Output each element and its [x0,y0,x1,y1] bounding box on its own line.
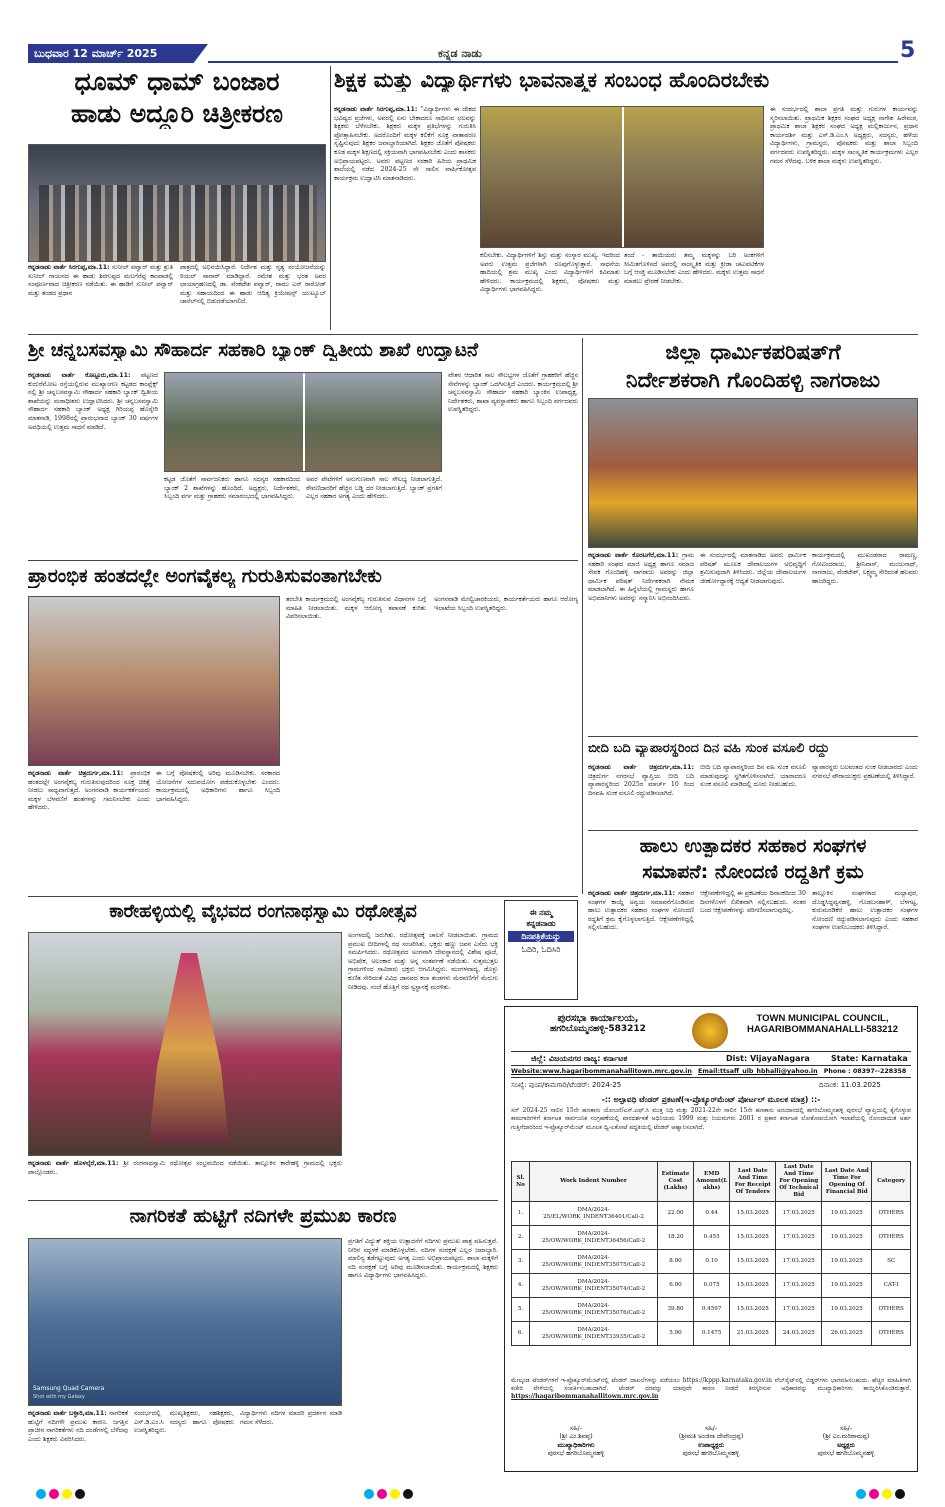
yellow-dot-icon [62,1489,72,1499]
bidi-col3: ವ್ಯಾಪಾರಸ್ಥರು ಬಲವಂತದ ಸುಂಕ ನೀಡಬಾರದು ಎಂದು ನಗರಸಭೆ ಪೌರಾಯುಕ್ತರು ಪ್ರಕಟಣೆಯಲ್ಲಿ ತಿಳಿಸಿದ್ದಾರೆ. [812,764,918,780]
tender-footer [511,1377,911,1423]
photo-watermark-1: Samsung Quad Camera [33,1385,105,1392]
cell-technical: 17.03.2025 [776,1226,822,1250]
header-receipt: Last Date And Time For Receipt Of Tenders [730,1162,776,1202]
cell-indent: DMA/2024-25/OW/WORK_INDENT33935/Call-2 [530,1322,658,1346]
tender-office-en: TOWN MUNICIPAL COUNCIL, [756,1013,889,1024]
milk-article [588,834,918,970]
tender-ref-row [511,1081,911,1090]
black-dot-icon [75,1489,85,1499]
cell-technical: 17.03.2025 [776,1298,822,1322]
tender-footer-text: ಮೇಲ್ಕಂಡ ಟೆಂಡರ್‌ಗಳಿಗೆ ಇ-ಪ್ರೊಕ್ಯೂರ್‌ಮೆಂಟ್‌ನಲ್ಲಿ ಟೆಂಡರ್ ದಾಖಲೆಗಳನ್ನು ಪಡೆಯಲು https://kppp.karnataka.gov.in ವೆಬ್‌ಸೈಟ್‌ನಲ್ಲಿ ಬಿಡ್ಡರ್‌ಗಳು ಭಾಗವಹಿಸಬಹುದು. ಹೆಚ್ಚಿನ ಮಾಹಿತಿಗಾಗಿ ಕಚೇರಿ ವೇಳೆಯಲ್ಲಿ ಸಂಪರ್ಕಿಸಬಹುದಾಗಿದೆ. ಟೆಂಡರ್ ದರವನ್ನು ಯಾವುದೇ ಕಾರಣ ನೀಡದೆ ತಿರಸ್ಕರಿಸುವ ಅಧಿಕಾರವನ್ನು ಮುಖ್ಯಾಧಿಕಾರಿಗಳು ಕಾಯ್ದಿರಿಸಿಕೊಂಡಿರುತ್ತಾರೆ. [511,1377,911,1392]
dharmika-col1-body: ಗ್ರಾಮ ಸಹಕಾರಿ ಸಂಘದ ಮಾಜಿ ಅಧ್ಯಕ್ಷ ಹಾಗೂ ಸಮಾಜ ಸೇವಕ ಗೊಂದಿಹಳ್ಳಿ ನಾಗರಾಜು ಅವರನ್ನು ಜಿಲ್ಲಾ ಧಾರ್ಮಿಕ ಪರಿಷತ್ ನಿರ್ದೇಶಕರಾಗಿ ನೇಮಕ ಮಾಡಲಾಗಿದೆ. ಈ ಹಿನ್ನೆಲೆಯಲ್ಲಿ ಗ್ರಾಮಸ್ಥರು ಹಾಗೂ ಅಭಿಮಾನಿಗಳು ಅವರನ್ನು ಸನ್ಮಾನಿಸಿ ಅಭಿನಂದಿಸಿದರು. [588,552,694,602]
table-row [512,1202,911,1226]
sig2-org: ಪುರಸಭೆ ಹಗರಿಬೊಮ್ಮನಹಳ್ಳಿ [682,1450,740,1458]
tender-office-kn: ಪುರಸಭಾ ಕಾರ್ಯಾಲಯ, [557,1013,639,1024]
header-sl: Sl. No [512,1162,530,1202]
nagarikate-col2-body: ನಾಗರಿಕತೆ ಹುಟ್ಟಿಗೆ ನದಿಗಳೇ ಪ್ರಮುಖ ಕಾರಣ. ಜಗತ್ತಿನ ಪ್ರಾಚೀನ ನಾಗರಿಕತೆಗಳು ನದಿ ದಂಡೆಗಳಲ್ಲಿ ಬೆಳೆದವು ಎಂದು ಶಿಕ್ಷಕರು ವಿವರಿಸಿದರು. [28,1410,128,1443]
promo-line-1: ಈ ನಮ್ಮ [529,908,553,917]
cell-emd: 0.44 [694,1202,730,1226]
tender-website[interactable]: Website:www.hagaribommanahallitown.mrc.gov.in [511,1068,692,1075]
milk-dateline: ಕನ್ನಡನಾಡು ವಾರ್ತೆ ಚಿತ್ರದುರ್ಗ,ಮಾ.11: [588,890,676,897]
photo-figures [39,185,317,261]
cell-sl: 6. [512,1322,530,1346]
section-rule [28,1200,498,1201]
bidi-headline: ಬೀದಿ ಬದಿ ವ್ಯಾಪಾರಸ್ಥರಿಂದ ದಿನ ವಹಿ ಸುಂಕ ವಸೂಲಿ ರದ್ದು [588,742,830,756]
anganwadi-photo [28,596,280,766]
cell-indent: DMA/2024-25/OW/WORK_INDENT36456/Call-2 [530,1226,658,1250]
registration-marks-center [364,1484,416,1503]
magenta-dot-icon [49,1489,59,1499]
cell-category: OTHERS [872,1298,911,1322]
table-row [512,1274,911,1298]
nagarikate-col2 [28,1410,128,1472]
anganwadi-col1 [28,770,150,892]
promo-box [504,900,578,1000]
anganwadi-col2: ಈ ಬಗ್ಗೆ ಪೋಷಕರಲ್ಲಿ ಅರಿವು ಮೂಡಿಸಬೇಕು. ಸರಕಾರದ ಯೋಜನೆಗಳ ಸದುಪಯೋಗ ಪಡೆದುಕೊಳ್ಳಬೇಕು ಎಂದರು. ಕಾರ್ಯಕ್ರಮದಲ್ಲಿ ಅಧಿಕಾರಿಗಳು ಹಾಗೂ ಸಿಬ್ಬಂದಿ ಭಾಗವಹಿಸಿದ್ದರು. [156,770,280,803]
sig3-role: ಅಧ್ಯಕ್ಷರು [837,1441,855,1449]
tender-date: ದಿನಾಂಕ: 11.03.2025 [819,1081,881,1089]
header-cost: Estimate Cost (Lakhs) [658,1162,694,1202]
header-technical: Last Date And Time For Opening Of Technical Bid [776,1162,822,1202]
cell-technical: 17.03.2025 [776,1202,822,1226]
registration-marks-left [36,1484,88,1503]
section-rule [588,736,918,737]
bidi-article [588,740,918,828]
rathotsava-col1: ಅಂಗಳದಲ್ಲಿ ಜರುಗಿತು. ರಥೋತ್ಸವಕ್ಕೆ ಚಾಲನೆ ನೀಡಲಾಯಿತು. ಗ್ರಾಮದ ಪ್ರಮುಖ ಬೀದಿಗಳಲ್ಲಿ ರಥ ಸಂಚರಿಸಿತು. ಭಕ್ತರು ಹಣ್ಣು ಜವನ ಎಸೆದು ಭಕ್ತಿ ಸಮರ್ಪಿಸಿದರು. ರಥೋತ್ಸವದ ಅಂಗವಾಗಿ ದೇವಸ್ಥಾನದಲ್ಲಿ ವಿಶೇಷ ಪೂಜೆ, ಅಭಿಷೇಕ, ಅಲಂಕಾರ ಮತ್ತು ಅನ್ನ ಸಂತರ್ಪಣೆ ನಡೆಯಿತು. ಸುತ್ತಮುತ್ತಲ ಗ್ರಾಮಗಳಿಂದ ಸಾವಿರಾರು ಭಕ್ತರು ಆಗಮಿಸಿದ್ದರು. ಮಂಗಳವಾದ್ಯ, ಡೊಳ್ಳು ಕುಣಿತ ಸೇರಿದಂತೆ ವಿವಿಧ ಜಾನಪದ ಕಲಾ ತಂಡಗಳು ಮೆರವಣಿಗೆಗೆ ಮೆರುಗು ನೀಡಿದವು. ಸಂಜೆ ಹೊತ್ತಿಗೆ ರಥ ಸ್ವಸ್ಥಾನಕ್ಕೆ ಮರಳಿತು. [348,932,498,991]
nagarikate-col3: ಸಂದರ್ಭದಲ್ಲಿ ಮುಖ್ಯಶಿಕ್ಷಕರು, ಸಹಶಿಕ್ಷಕರು, ಎಸ್.ಡಿ.ಎಂ.ಸಿ ಸದಸ್ಯರು ಹಾಗೂ ಪೋಷಕರು ಉಪಸ್ಥಿತರಿದ್ದರು. [134,1410,234,1435]
sig3-name: (ಶ್ರೀ ಎಂ.ಮರಿರಾಮಪ್ಪ) [822,1433,870,1441]
tender-table [511,1161,911,1346]
cell-category: OTHERS [872,1322,911,1346]
bank-inauguration-photo [164,372,442,472]
cell-sl: 1. [512,1202,530,1226]
signature-vice-president [646,1425,776,1459]
bank-col2: ಕಟ್ಟಡ ಜೊತೆಗೆ ಸಾರ್ವಜನಿಕರು ಹಾಗೂ ಸದಸ್ಯರ ಸಹಕಾರದಿಂದ ಬ್ಯಾಂಕ್ 2 ಶಾಖೆಗಳನ್ನು ಹೊಂದಿದೆ. ಅಧ್ಯಕ್ಷರು, ನಿರ್ದೇಶಕರು, ಸಿಬ್ಬಂದಿ ವರ್ಗ ಮತ್ತು ಗ್ರಾಹಕರು ಸಮಾರಂಭದಲ್ಲಿ ಭಾಗವಹಿಸಿದ್ದರು. [164,476,300,501]
dharmika-col1 [588,552,694,732]
teacher-col4: ಈ ಸಂದರ್ಭದಲ್ಲಿ ಶಾಲಾ ಪ್ರಗತಿ ಮತ್ತು ಗುರುಗಳ ಕಾರ್ಯವನ್ನು ಸ್ಮರಿಸಲಾಯಿತು. ಪ್ರಾಥಮಿಕ ಶಿಕ್ಷಕರ ಸಂಘದ ಅಧ್ಯಕ್ಷ ನಾಗೇಶ ಹಿರೇಮಠ, ಪ್ರಾಥಮಿಕ ಶಾಲಾ ಶಿಕ್ಷಕರ ಸಂಘದ ಅಧ್ಯಕ್ಷ ಮಲ್ಲಿಕಾರ್ಜುನ, ಪ್ರಧಾನ ಕಾರ್ಯದರ್ಶಿ ಮತ್ತು ಎಸ್.ಡಿ.ಎಂ.ಸಿ ಅಧ್ಯಕ್ಷರು, ಸದಸ್ಯರು, ಹಳೆಯ ವಿದ್ಯಾರ್ಥಿಗಳು, ಗ್ರಾಮಸ್ಥರು, ಪೋಷಕರು ಮತ್ತು ಶಾಲಾ ಸಿಬ್ಬಂದಿ ವರ್ಗದವರು ಉಪಸ್ಥಿತರಿದ್ದರು. ಮಕ್ಕಳ ಸಾಂಸ್ಕೃತಿಕ ಕಾರ್ಯಕ್ರಮಗಳು ಎಲ್ಲರ ಗಮನ ಸೆಳೆದವು. ಬಳಿಕ ಶಾಲಾ ಮಕ್ಕಳು ಉಪಸ್ಥಿತರಿದ್ದರು. [770,106,918,165]
bank-headline: ಶ್ರೀ ಚನ್ನಬಸವಸ್ವಾಮಿ ಸೌಹಾರ್ದ ಸಹಕಾರಿ ಬ್ಯಾಂಕ್ ದ್ವಿತೀಯ ಶಾಖೆ ಉದ್ಘಾಟನೆ [28,340,478,361]
bank-article [28,338,578,558]
cyan-dot-icon [856,1489,866,1499]
cell-cost: 8.00 [658,1250,694,1274]
cell-emd: 0.4597 [694,1298,730,1322]
rathotsava-chariot-photo [28,932,342,1156]
sig1-role: ಮುಖ್ಯಾಧಿಕಾರಿಗಳು [557,1441,595,1449]
tender-table-header [512,1162,911,1202]
tender-district-en: Dist: VijayaNagara [726,1054,810,1063]
signature-president [781,1425,911,1459]
milk-headline-1: ಹಾಲು ಉತ್ಪಾದಕರ ಸಹಕಾರ ಸಂಘಗಳ [639,836,867,857]
dharmika-col3: ಕಾರ್ಯಕ್ರಮದಲ್ಲಿ ಮುಖಂಡರಾದ ರಾಮಣ್ಣ, ಗೋವಿಂದರಾಜು, ಶ್ರೀನಿವಾಸ್, ಮಂಜುನಾಥ್, ನಾಗರಾಜು, ವೆಂಕಟೇಶ್, ಲಕ್ಷ್ಮಮ್ಮ ಸೇರಿದಂತೆ ಹಲವರು ಹಾಜರಿದ್ದರು. [812,552,918,585]
cell-cost: 18.20 [658,1226,694,1250]
paper-name: ಕನ್ನಡ ನಾಡು [438,47,482,60]
nagarikate-headline: ನಾಗರಿಕತೆ ಹುಟ್ಟಿಗೆ ನದಿಗಳೇ ಪ್ರಮುಖ ಕಾರಣ [129,1206,397,1227]
cell-technical: 24.03.2025 [776,1322,822,1346]
section-rule [28,560,578,561]
banjara-col-left [28,264,173,328]
bank-col4: ವೇತನ ಆಧಾರಿತ ಸಾಲ ಸೌಲಭ್ಯಗಳ ಜೊತೆಗೆ ಗ್ರಾಹಕರಿಗೆ ಹೆಚ್ಚಿನ ಸೇವೆಗಳನ್ನು ಬ್ಯಾಂಕ್ ಒದಗಿಸುತ್ತಿದೆ ಎಂದರು. ಕಾರ್ಯಕ್ರಮದಲ್ಲಿ ಶ್ರೀ ಚನ್ನಬಸವಸ್ವಾಮಿ ಸೌಹಾರ್ದ ಸಹಕಾರಿ ಬ್ಯಾಂಕಿನ ಉಪಾಧ್ಯಕ್ಷ, ನಿರ್ದೇಶಕರು, ಶಾಖಾ ವ್ಯವಸ್ಥಾಪಕರು ಹಾಗೂ ಸಿಬ್ಬಂದಿ ವರ್ಗದವರು ಉಪಸ್ಥಿತರಿದ್ದರು. [448,372,578,414]
nagarikate-col4: ವಿದ್ಯಾರ್ಥಿಗಳು ನದಿಗಳ ಮಾದರಿ ಪ್ರದರ್ಶನ ಮಾಡಿ ಗಮನ ಸೆಳೆದರು. [240,1410,342,1426]
cell-indent: DMA/2024-25/OW/WORK_INDENT35074/Call-2 [530,1274,658,1298]
nagarikate-students-photo [28,1238,342,1406]
dharmika-headline-2: ನಿರ್ದೇಶಕರಾಗಿ ಗೊಂದಿಹಳ್ಳಿ ನಾಗರಾಜು [625,368,881,392]
anganwadi-headline: ಪ್ರಾರಂಭಿಕ ಹಂತದಲ್ಲೇ ಅಂಗವೈಕಲ್ಯ ಗುರುತಿಸುವಂತಾಗಬೇಕು [28,566,382,587]
bidi-dateline: ಕನ್ನಡನಾಡು ವಾರ್ತೆ ಚಿತ್ರದುರ್ಗ,ಮಾ.11: [588,764,694,771]
cell-sl: 4. [512,1274,530,1298]
table-row [512,1250,911,1274]
banjara-body-left: ಸುನೀಲ್ ಪವ್ವಾರ್ ಮತ್ತು ಶ್ರುತಿ ಸುನೀಲ್ ಗಾಯನದ ಈ ಹಾಡು ಶಿರಗುಪ್ಪದ ಮಲಗೆರೆಪ್ಪ ಕಾಂಪಾಡಲ್ಲಿ ಸಂಪೂರ್ಣವಾದ ಚಿತ್ರೀಕರಣ ನಡೆಯಿತು. ಈ ಹಾಡಿಗೆ ಸುನೀಲ್ ಪವ್ವಾರ್ ಮತ್ತು ತಂಡದ ಪ್ರಧಾನ [28,264,173,297]
banjara-col-right: ಪಾತ್ರದಲ್ಲಿ ಅಭಿನಯಿಸಿದ್ದಾರೆ. ನಿರ್ದೇಶ ಮತ್ತು ನೃತ್ಯ ಸಂಯೋಜನೆಯನ್ನು ರಿಯಲ್ ಸಾವಾರ್ ಮಾಡಿದ್ದಾರೆ. ರಮೇಶ ಮತ್ತು ಭರತ ಅವರ ಛಾಯಾಗ್ರಹಣದಲ್ಲಿ ಡಾ. ವೆಂಕಟೇಶ ಪವ್ವಾರ್, ರಾಮು ಎನ್ ರಾಠೋಡ್ ಮತ್ತು ಸಹಾಯದಿಂದ ಈ ಹಾಡು ಆದಿತ್ಯ ಕ್ರಿಯೇಷನ್ಸ್ ಯುಟ್ಯೂಬ್ ಚಾನೆಲ್‌ನಲ್ಲಿ ಬಿಡುಗಡೆಯಾಗಲಿದೆ. [180,264,326,306]
cell-cost: 6.00 [658,1274,694,1298]
tender-office-kn-2: ಹಗರಿಬೊಮ್ಮನಹಳ್ಳಿ-583212 [550,1024,646,1034]
cell-emd: 0.075 [694,1274,730,1298]
black-dot-icon [403,1489,413,1499]
chariot-shape [149,953,229,1143]
banjara-dateline: ಕನ್ನಡನಾಡು ವಾರ್ತೆ ಸಿರಗುಪ್ಪ,ಮಾ.11: [28,264,110,271]
cell-emd: 0.10 [694,1250,730,1274]
tender-email[interactable]: Email:ttsaff_ulb_hbhalli@yahoo.in [698,1068,818,1075]
dharmika-felicitation-photo [588,398,918,548]
masthead-rule [208,61,898,63]
table-row [512,1298,911,1322]
header-indent: Work Indent Number [530,1162,658,1202]
cell-indent: DMA/2024-25/OW/WORK_INDENT35076/Call-2 [530,1298,658,1322]
milk-col1-body: ಸಹಕಾರ ಸಂಘಗಳ ಕಾಯ್ದೆ ಅನ್ವಯ ಸಮಾಪನೆಗೊಂಡಿರುವ ಹಾಲು ಉತ್ಪಾದಕರ ಸಹಕಾರ ಸಂಘಗಳ ನೋಂದಣಿ ರದ್ದತಿಗೆ ಕ್ರಮ ಕೈಗೊಳ್ಳಲಾಗುತ್ತಿದೆ. ಆಕ್ಷೇಪಣೆಗಳಿದ್ದಲ್ಲಿ ಸಲ್ಲಿಸಬಹುದು. [588,890,694,932]
cell-receipt: 21.03.2025 [730,1322,776,1346]
sig2-role: ಉಪಾಧ್ಯಕ್ಷರು [698,1441,724,1449]
tender-intro: ಸನ್ 2024-25 ಸಾಲಿನ 15ನೇ ಹಣಕಾಸು ಯೋಜನೆ/ಎಸ್.ಎಫ್.ಸಿ ಮುಕ್ತ ನಿಧಿ ಮತ್ತು 2021-22ನೇ ಸಾಲಿನ 15ನೇ ಹಣಕಾಸು ಅನುದಾನದಲ್ಲಿ ಹಗರಿಬೊಮ್ಮನಹಳ್ಳಿ ಪುರಸಭೆ ವ್ಯಾಪ್ತಿಯಲ್ಲಿ ಕೈಗೊಳ್ಳುವ ಕಾಮಗಾರಿಗಳಿಗೆ ಕರ್ನಾಟಕ ಸಾರ್ವಜನಿಕ ಸಂಗ್ರಹಣೆಯಲ್ಲಿ ಪಾರದರ್ಶಕತೆ ಅಧಿನಿಯಮ 1999 ಮತ್ತು ನಿಯಮಗಳು 2001 ರ ಪ್ರಕಾರ ಕರ್ನಾಟಕ ಲೋಕೋಪಯೋಗಿ ಇಲಾಖೆಯಲ್ಲಿ ನೋಂದಾಯಿತ ಅರ್ಹ ಗುತ್ತಿಗೆದಾರರಿಂದ ಇ-ಪ್ರೊಕ್ಯೂರ್‌ಮೆಂಟ್ ಮೂಲಕ ದ್ವಿ-ಲಕೋಟೆ ಪದ್ಧತಿಯಲ್ಲಿ ಟೆಂಡರ್ ಆಹ್ವಾನಿಸಲಾಗಿದೆ. [511,1107,911,1131]
cell-emd: 0.455 [694,1226,730,1250]
sig3-title: ಸಹಿ/- [839,1425,853,1432]
cell-cost: 22.00 [658,1202,694,1226]
tender-notice [504,1006,918,1472]
section-rule [28,896,578,897]
tender-emblem [692,1013,728,1049]
teacher-dateline: ಕನ್ನಡನಾಡು ವಾರ್ತೆ ಸಿರಗುಪ್ಪ,ಮಾ.11: [334,106,418,113]
banjara-article [28,66,326,330]
teacher-col1 [334,106,476,328]
rathotsava-caption-body: ಶ್ರೀ ರಂಗನಾಥಸ್ವಾಮಿ ರಥೋತ್ಸವ ಸಂಭ್ರಮದಿಂದ ನಡೆಯಿತು. ತಾಲ್ಲೂಕಿನ ಕಾರೇಹಳ್ಳಿ ಗ್ರಾಮದಲ್ಲಿ ಭಕ್ತರು ಪಾಲ್ಗೊಂಡರು. [28,1160,342,1176]
sig2-title: ಸಹಿ/- [704,1425,718,1432]
bank-col1-body: ಪಟ್ಟಣದ ಕುದುರೆಮೋಟ ರಸ್ತೆಯಲ್ಲಿರುವ ಮುಖ್ಯಾಂಗಣ ಕಟ್ಟಡದ ಕಾಂಪ್ಲೆಕ್ಸ್ ನಲ್ಲಿ ಶ್ರೀ ಚನ್ನಬಸವಸ್ವಾಮಿ ಸೌಹಾರ್ದ ಸಹಕಾರಿ ಬ್ಯಾಂಕ್ ದ್ವಿತೀಯ ಶಾಖೆಯನ್ನು ಮಠಾಧೀಶರು ಉದ್ಘಾಟಿಸಿದರು. ಶ್ರೀ ಚನ್ನಬಸವಸ್ವಾಮಿ ಸೌಹಾರ್ದ ಸಹಕಾರಿ ಬ್ಯಾಂಕ್ ಅಧ್ಯಕ್ಷ ಗಿರಿಯಪ್ಪ ಹೊಸ್ಕೇರಿ ಮಾತನಾಡಿ, 1998ರಲ್ಲಿ ಪ್ರಾರಂಭವಾದ ಬ್ಯಾಂಕ್ 30 ವರ್ಷಗಳ ಅವಧಿಯಲ್ಲಿ ಉತ್ತಮ ಸಾಧನೆ ಮಾಡಿದೆ. [28,372,158,431]
cell-category: OTHERS [872,1202,911,1226]
column-rule [582,338,583,894]
cell-cost: 39.80 [658,1298,694,1322]
magenta-dot-icon [869,1489,879,1499]
tender-district-row [511,1051,911,1064]
promo-line-2: ಕನ್ನಡನಾಡು [526,919,556,928]
yellow-dot-icon [882,1489,892,1499]
section-rule [28,334,918,335]
banjara-headline-1: ಧೂಮ್ ಧಾಮ್ ಬಂಜಾರ [74,68,280,96]
rathotsava-caption [28,1160,342,1194]
photo-divider [303,373,305,472]
masthead [28,38,918,64]
signature-chief-officer [511,1425,641,1459]
tender-kn-office [513,1013,683,1034]
tender-contact-row [511,1065,911,1078]
cell-sl: 2. [512,1226,530,1250]
sig1-org: ಪುರಸಭೆ ಹಗರಿಬೊಮ್ಮನಹಳ್ಳಿ [547,1450,605,1458]
teacher-article [334,66,918,330]
sig1-title: ಸಹಿ/- [569,1425,583,1432]
issue-date: ಬುಧವಾರ 12 ಮಾರ್ಚ್ 2025 [34,47,158,60]
cell-financial: 19.03.2025 [822,1202,872,1226]
cell-receipt: 15.03.2025 [730,1250,776,1274]
cell-category: CAT-I [872,1274,911,1298]
cell-financial: 19.03.2025 [822,1298,872,1322]
nagarikate-article [28,1204,498,1474]
cell-receipt: 15.03.2025 [730,1298,776,1322]
cell-category: SC [872,1250,911,1274]
milk-col1 [588,890,694,968]
sig1-name: (ಶ್ರೀ ಎಂ.ಶಿವಪ್ಪ) [559,1433,593,1441]
photo-divider [622,107,624,248]
header-financial: Last Date And Time For Opening Of Financial Bid [822,1162,872,1202]
cell-technical: 17.03.2025 [776,1250,822,1274]
dharmika-dateline: ಕನ್ನಡನಾಡು ವಾರ್ತೆ ಕೊರಟಗೆರೆ,ಮಾ.11: [588,552,679,559]
teacher-col1-body: "ವಿದ್ಯಾರ್ಥಿಗಳು ಈ ದೇಶದ ಭವಿಷ್ಯದ ಪ್ರಜೆಗಳು, ಅವರಲ್ಲಿ ಏನು ಬೇಕಾದರೂ ಸಾಧಿಸುವ ಛಲವನ್ನು ಶಿಕ್ಷಕರು ಬೆಳೆಸಬೇಕು. ಶಿಕ್ಷಕರು ಮಕ್ಕಳ ಪ್ರತಿಭೆಗಳನ್ನು ಗುರುತಿಸಿ ಪ್ರೋತ್ಸಾಹಿಸಬೇಕು. ಅದರೊಂದಿಗೆ ಮಕ್ಕಳ ಕಲಿಕೆಗೆ ಸೂಕ್ತ ವಾತಾವರಣ ಸೃಷ್ಟಿಸುವುದು ಶಿಕ್ಷಕರ ಜವಾಬ್ದಾರಿಯಾಗಿದೆ. ಶಿಕ್ಷಕರ ಜೊತೆಗೆ ಪೋಷಕರು ಕೂಡ ಮಕ್ಕಳ ಶಿಕ್ಷಣದಲ್ಲಿ ಸಕ್ರಿಯವಾಗಿ ಭಾಗವಹಿಸಬೇಕು ಎಂದು ಶಾಸಕರು ಅಭಿಪ್ರಾಯಪಟ್ಟರು. ಅವರು ಪಟ್ಟಣದ ಸರಕಾರಿ ಹಿರಿಯ ಪ್ರಾಥಮಿಕ ಶಾಲೆಯಲ್ಲಿ ನಡೆದ 2024-25 ನೇ ಸಾಲಿನ ವಾರ್ಷಿಕೋತ್ಸವ ಕಾರ್ಯಕ್ರಮ ಉದ್ಘಾಟಿಸಿ ಮಾತನಾಡಿದರು. [334,106,476,182]
teacher-col3: ತಂದೆ - ತಾಯಿಯರು ತಮ್ಮ ಮಕ್ಕಳನ್ನು ಬರಿ ಅಂಕಗಳಿಗೆ ಸೀಮಿತಗೊಳಿಸದೆ ಅವರಲ್ಲಿ ಸಾಂಸ್ಕೃತಿಕ ಮತ್ತು ಕ್ರೀಡಾ ಚಟುವಟಿಕೆಗಳ ಬಗ್ಗೆ ಆಸಕ್ತಿ ಮೂಡಿಸಬೇಕು ಎಂದು ಹೇಳಿದರು. ಮಕ್ಕಳು ಉತ್ತಮ ಸಾಧನೆ ಮಾಡಲು ಪ್ರೇರಣೆ ನೀಡಬೇಕು. [624,252,764,285]
milk-headline-2: ಸಮಾಪನೆ: ನೋಂದಣಿ ರದ್ದತಿಗೆ ಕ್ರಮ [642,862,864,883]
section-rule [588,830,918,831]
bidi-col1-body: ಚಿತ್ರದುರ್ಗ ನಗರಸಭೆ ವ್ಯಾಪ್ತಿಯ ಬೀದಿ ಬದಿ ವ್ಯಾಪಾರಸ್ಥರಿಂದ 2025ರ ಮಾರ್ಚ್ 10 ರಿಂದ ದಿನವಹಿ ಸುಂಕ ವಸೂಲಿ ರದ್ದುಪಡಿಸಲಾಗಿದೆ. [588,772,694,797]
teacher-headline: ಶಿಕ್ಷಕ ಮತ್ತು ವಿದ್ಯಾರ್ಥಿಗಳು ಭಾವನಾತ್ಮಕ ಸಂಬಂಧ ಹೊಂದಿರಬೇಕು [334,68,770,92]
bidi-col1 [588,764,694,826]
banjara-group-photo [28,144,326,262]
magenta-dot-icon [377,1489,387,1499]
cell-indent: DMA/2024-25/EL/WORK_INDENT36401/Call-2 [530,1202,658,1226]
teacher-event-photo [480,106,764,248]
cell-technical: 17.03.2025 [776,1274,822,1298]
cell-indent: DMA/2024-25/OW/WORK_INDENT35075/Call-2 [530,1250,658,1274]
tender-phone: Phone : 08397--228358 [823,1068,907,1075]
promo-line-3: ದಿನಪತ್ರಿಕೆಯನ್ನು [508,931,574,942]
cyan-dot-icon [364,1489,374,1499]
tender-en-office [735,1013,910,1035]
cell-financial: 26.03.2025 [822,1322,872,1346]
milk-col2: ಆಕ್ಷೇಪಣೆಗಳಿದ್ದಲ್ಲಿ ಈ ಪ್ರಕಟಣೆಯ ದಿನಾಂಕದಿಂದ 30 ದಿನಗಳೊಳಗೆ ಲಿಖಿತವಾಗಿ ಸಲ್ಲಿಸಬಹುದು. ನಂತರ ಬಂದ ಆಕ್ಷೇಪಣೆಗಳನ್ನು ಪರಿಗಣಿಸಲಾಗುವುದಿಲ್ಲ. [700,890,806,915]
tender-footer-link[interactable]: https://hagaribommanahallitown.mrc.gov.in [511,1393,659,1400]
cell-financial: 19.03.2025 [822,1274,872,1298]
bank-col3: ಅವರ ಪೇಟೆಗಳಿಗೆ ಅನುಗುಣವಾಗಿ ಸಾಲ ಸೌಲಭ್ಯ ನೀಡಲಾಗುತ್ತಿದೆ. ಠೇವಣಿದಾರರಿಗೆ ಹೆಚ್ಚಿನ ಬಡ್ಡಿ ದರ ನೀಡಲಾಗುತ್ತಿದೆ. ಬ್ಯಾಂಕ್ ಪ್ರಗತಿಗೆ ಎಲ್ಲರ ಸಹಕಾರ ಅಗತ್ಯ ಎಂದು ಹೇಳಿದರು. [306,476,442,501]
rathotsava-article [28,900,498,1196]
rathotsava-dateline: ಕನ್ನಡನಾಡು ವಾರ್ತೆ ಹೊಳಲ್ಕೆರೆ,ಮಾ.11: [28,1160,119,1167]
cell-financial: 19.03.2025 [822,1226,872,1250]
cell-receipt: 15.03.2025 [730,1226,776,1250]
banjara-headline-2: ಹಾಡು ಅದ್ದೂರಿ ಚಿತ್ರೀಕರಣ [71,100,283,128]
tender-ref-no: ಸಂಖ್ಯೆ: ಪುಂಪ/ಕಾಮಗಾರಿ/ಟೆಂಡರ್: 2024-25 [511,1081,622,1089]
dharmika-headline-1: ಜಿಲ್ಲಾ ಧಾರ್ಮಿಕಪರಿಷತ್‌ಗೆ [665,340,841,364]
nagarikate-col1: ಪ್ರಗತಿಗೆ ವಿದ್ಯುತ್ ಶಕ್ತಿಯ ಉತ್ಪಾದನೆಗೆ ನದಿಗಳು ಪ್ರಮುಖ ಪಾತ್ರ ವಹಿಸುತ್ತವೆ. ನೀರಿನ ಸದ್ಬಳಕೆ ಮಾಡಿಕೊಳ್ಳಬೇಕು. ನದಿಗಳ ಸಂರಕ್ಷಣೆ ಎಲ್ಲರ ಜವಾಬ್ದಾರಿ. ಮಾಲಿನ್ಯ ತಡೆಗಟ್ಟುವುದು ಅಗತ್ಯ ಎಂದು ಅಭಿಪ್ರಾಯಪಟ್ಟರು. ಶಾಲಾ ಮಕ್ಕಳಿಗೆ ನದಿ ಸಂರಕ್ಷಣೆ ಬಗ್ಗೆ ಅರಿವು ಮೂಡಿಸಲಾಯಿತು. ಕಾರ್ಯಕ್ರಮದಲ್ಲಿ ಶಿಕ್ಷಕರು ಹಾಗೂ ವಿದ್ಯಾರ್ಥಿಗಳು ಭಾಗವಹಿಸಿದ್ದರು. [348,1238,498,1280]
cell-sl: 3. [512,1250,530,1274]
tender-table-wrap [511,1161,911,1346]
black-dot-icon [895,1489,905,1499]
sig2-name: (ಶ್ರೀಮತಿ ಅಂಜಿನಾ ದೇವೇಂದ್ರಪ್ಪ) [678,1433,744,1441]
table-row [512,1322,911,1346]
promo-line-4: ಓದಿರಿ, ಓದಿಸಿರಿ [521,945,561,954]
header-category: Category [872,1162,911,1202]
tender-signatures [511,1425,911,1467]
photo-watermark-2: Shot with my Galaxy [33,1394,85,1400]
header-emd: EMD Amount(L akhs) [694,1162,730,1202]
anganwadi-article [28,564,578,894]
rathotsava-headline: ಕಾರೇಹಳ್ಳಿಯಲ್ಲಿ ವೈಭವದ ರಂಗನಾಥಸ್ವಾಮಿ ರಥೋತ್ಸವ [109,902,417,922]
cell-receipt: 15.03.2025 [730,1274,776,1298]
cell-sl: 5. [512,1298,530,1322]
dharmika-col2: ಈ ಸಂದರ್ಭದಲ್ಲಿ ಮಾತನಾಡಿದ ಅವರು ಧಾರ್ಮಿಕ ಪರಿಷತ್ ಮೂಲಕ ದೇವಾಲಯಗಳ ಅಭಿವೃದ್ಧಿಗೆ ಶ್ರಮಿಸುವುದಾಗಿ ತಿಳಿಸಿದರು. ಜಿಲ್ಲೆಯ ದೇವಾಲಯಗಳ ಜೀರ್ಣೋದ್ಧಾರಕ್ಕೆ ಆದ್ಯತೆ ನೀಡಲಾಗುವುದು. [700,552,806,585]
tender-office-en-2: HAGARIBOMMANAHALLI-583212 [747,1024,898,1035]
page-number: 5 [900,38,916,63]
column-rule [330,66,331,330]
teacher-col2: ಕಲಿಸಬೇಕು. ವಿದ್ಯಾರ್ಥಿಗಳಿಗೆ ಶಿಸ್ತು ಮತ್ತು ಸಂಸ್ಕಾರ ಮುಖ್ಯ. ಇದರಿಂದ ಅವರು ಉತ್ತಮ ಪ್ರಜೆಗಳಾಗಿ ರೂಪುಗೊಳ್ಳುತ್ತಾರೆ. ಸಾಧನೆಯ ಹಾದಿಯಲ್ಲಿ ಶ್ರಮ ಮುಖ್ಯ ಎಂದು ವಿದ್ಯಾರ್ಥಿಗಳಿಗೆ ಕಿವಿಮಾತು ಹೇಳಿದರು. ಕಾರ್ಯಕ್ರಮದಲ್ಲಿ ಶಿಕ್ಷಕರು, ಪೋಷಕರು ಮತ್ತು ವಿದ್ಯಾರ್ಥಿಗಳು ಭಾಗವಹಿಸಿದ್ದರು. [480,252,620,294]
milk-col3: ತಾಲ್ಲೂಕಿನ ಸಂಘಗಳಾದ ಮಲ್ಲಾಪುರ, ದೊಡ್ಡಸಿದ್ದವ್ವನಹಳ್ಳಿ, ಗೊಡಬನಹಾಳ್, ಬೆಳಗಟ್ಟ, ಕುರುಮರಡಿಕೆರೆ ಹಾಲು ಉತ್ಪಾದಕರ ಸಂಘಗಳ ನೋಂದಣಿ ರದ್ದುಪಡಿಸಲಾಗುವುದು ಎಂದು ಸಹಕಾರ ಸಂಘಗಳ ಉಪನಿಬಂಧಕರು ತಿಳಿಸಿದ್ದಾರೆ. [812,890,918,932]
bidi-col2: ಬೀದಿ ಬದಿ ವ್ಯಾಪಾರಸ್ಥರಿಂದ ದಿನ ವಹಿ ಸುಂಕ ವಸೂಲಿ ಮಾಡುವುದನ್ನು ಸ್ಥಗಿತಗೊಳಿಸಲಾಗಿದೆ. ಯಾರಾದರೂ ಸುಂಕ ವಸೂಲಿ ಮಾಡಿದಲ್ಲಿ ದೂರು ನೀಡಬಹುದು. [700,764,806,789]
registration-marks-right [856,1484,908,1503]
bank-col1 [28,372,158,556]
bank-dateline: ಕನ್ನಡನಾಡು ವಾರ್ತೆ ಕೊಟ್ಟೂರು,ಮಾ.11: [28,372,131,379]
cell-financial: 19.03.2025 [822,1250,872,1274]
tender-district-kn: ಜಿಲ್ಲೆ: ವಿಜಯನಗರ ರಾಜ್ಯ: ಕರ್ನಾಟಕ [531,1054,628,1063]
anganwadi-col4: ಅಂಗನವಾಡಿ ಮೇಲ್ವಿಚಾರಕಿಯರು, ಕಾರ್ಯಕರ್ತೆಯರು ಹಾಗೂ ಆರೋಗ್ಯ ಇಲಾಖೆಯ ಸಿಬ್ಬಂದಿ ಉಪಸ್ಥಿತರಿದ್ದರು. [434,596,578,612]
tender-title: -:: ಅಲ್ಪಾವಧಿ ಟೆಂಡರ್ ಪ್ರಕಟಣೆ(ಇ-ಪ್ರೊಕ್ಯೂರ್‌ಮೆಂಟ್ ಪೋರ್ಟಲ್ ಮೂಲಕ ಮಾತ್ರ) ::- [601,1095,821,1104]
dharmika-article [588,338,918,734]
yellow-dot-icon [390,1489,400,1499]
cell-cost: 5.90 [658,1322,694,1346]
tender-state-en: State: Karnataka [831,1054,908,1063]
table-row [512,1226,911,1250]
nagarikate-dateline: ಕನ್ನಡನಾಡು ವಾರ್ತೆ ಬಳ್ಳಾರಿ,ಮಾ.11: [28,1410,107,1417]
anganwadi-col1-body: ಪ್ರಾರಂಭಿಕ ಹಂತದಲ್ಲೇ ಅಂಗವೈಕಲ್ಯ ಗುರುತಿಸುವುದರಿಂದ ಸೂಕ್ತ ಚಿಕಿತ್ಸೆ ನೀಡಲು ಸಾಧ್ಯವಾಗುತ್ತದೆ. ಅಂಗನವಾಡಿ ಕಾರ್ಯಕರ್ತೆಯರು ಮಕ್ಕಳ ಬೆಳವಣಿಗೆ ಹಂತಗಳನ್ನು ಗಮನಿಸಬೇಕು ಎಂದು ಹೇಳಿದರು. [28,770,150,812]
anganwadi-dateline: ಕನ್ನಡನಾಡು ವಾರ್ತೆ ಚಿತ್ರದುರ್ಗ,ಮಾ.11: [28,770,124,777]
cell-receipt: 15.03.2025 [730,1202,776,1226]
cell-category: OTHERS [872,1226,911,1250]
anganwadi-col3: ತರಬೇತಿ ಕಾರ್ಯಕ್ರಮದಲ್ಲಿ ಅಂಗವೈಕಲ್ಯ ಗುರುತಿಸುವ ವಿಧಾನಗಳ ಬಗ್ಗೆ ಮಾಹಿತಿ ನೀಡಲಾಯಿತು. ಮಕ್ಕಳ ಆರೋಗ್ಯ ತಪಾಸಣೆ ಕುರಿತು ವಿವರಿಸಲಾಯಿತು. [286,596,426,621]
cyan-dot-icon [36,1489,46,1499]
cell-emd: 0.1475 [694,1322,730,1346]
sig3-org: ಪುರಸಭೆ ಹಗರಿಬೊಮ್ಮನಹಳ್ಳಿ [817,1450,875,1458]
